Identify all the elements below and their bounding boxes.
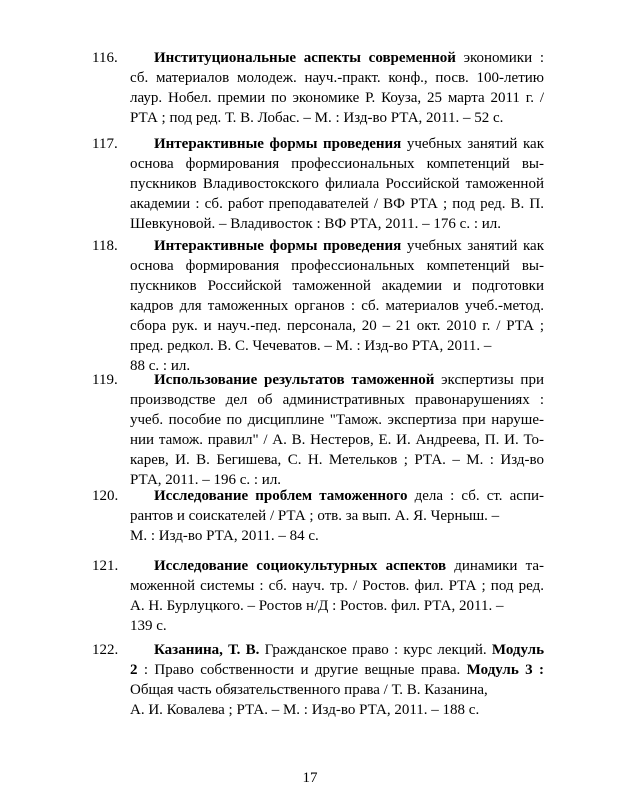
entry-line: рантов и соискателей / РТА ; отв. за вып. А. Я. Черныш. – (130, 508, 500, 524)
entry-line: 88 с. : ил. (130, 358, 191, 374)
entry-number: 122. (92, 642, 119, 658)
entry-author: Казанина, Т. В. (154, 642, 260, 658)
entry-line: пускников Российской таможенной академии и подготовки (130, 278, 544, 294)
entry-line: Казанина, Т. В. Гражданское право : курс лекций. Модуль (154, 642, 544, 658)
entry-line: карев, И. В. Бегишева, С. Н. Метельков ; РТА. – М. : Изд-во (130, 452, 544, 468)
entry-line: пред. редкол. В. С. Чечеватов. – М. : Изд-во РТА, 2011. – (130, 338, 492, 354)
entry-text (130, 486, 544, 546)
entry-number: 116. (92, 50, 118, 66)
page-number: 17 (302, 770, 318, 786)
entry-line: Интерактивные формы проведения учебных занятий как (154, 238, 544, 254)
entry-line: РТА, 2011. – 196 с. : ил. (130, 472, 282, 488)
entry-text (130, 640, 544, 720)
entry-line: сбора рук. и науч.-пед. персонала, 20 – 21 окт. 2010 г. / РТА ; (130, 318, 544, 334)
entry-title: Исследование проблем таможенного (154, 488, 408, 504)
entry-line: Исследование социокультурных аспектов динамики та- (154, 558, 544, 574)
entry-line: основа формирования профессиональных компетенций вы- (130, 258, 544, 274)
entry-title: Использование результатов таможенной (154, 372, 435, 388)
entry-line: производстве дел об административных правонарушениях : (130, 392, 544, 408)
entry-line: Институциональные аспекты современной экономики : (154, 50, 544, 66)
entry-title: Институциональные аспекты современной (154, 50, 456, 66)
entry-line: А. Н. Бурлуцкого. – Ростов н/Д : Ростов. фил. РТА, 2011. – (130, 598, 504, 614)
entry-line: основа формирования профессиональных компетенций вы- (130, 156, 544, 172)
entry-number: 119. (92, 372, 118, 388)
entry-text (130, 556, 544, 636)
entry-line: пускников Владивостокского филиала Российской таможенной (130, 176, 544, 192)
entry-line: моженной системы : сб. науч. тр. / Ростов. фил. РТА ; под ред. (130, 578, 544, 594)
entry-title: Исследование социокультурных аспектов (154, 558, 447, 574)
entry-line: академии : сб. работ преподавателей / ВФ РТА ; под ред. В. П. (130, 196, 544, 212)
entry-line: Шевкуновой. – Владивосток : ВФ РТА, 2011. – 176 с. : ил. (130, 216, 502, 232)
entry-line: А. И. Ковалева ; РТА. – М. : Изд-во РТА, 2011. – 188 с. (130, 702, 480, 718)
entry-line: 2 : Право собственности и другие вещные права. Модуль 3 : (130, 662, 544, 678)
entry-line: нии тамож. правил" / А. В. Нестеров, Е. И. Андреева, П. И. То- (130, 432, 544, 448)
entry-title: Интерактивные формы проведения (154, 136, 402, 152)
entry-text (130, 236, 544, 376)
entry-line: Использование результатов таможенной экспертизы при (154, 372, 544, 388)
entry-line: кадров для таможенных органов : сб. материалов учеб.-метод. (130, 298, 544, 314)
entry-number: 121. (92, 558, 119, 574)
entry-line: сб. материалов молодеж. науч.-практ. конф., посв. 100-летию (130, 70, 544, 86)
entry-text (130, 48, 544, 128)
entry-number: 118. (92, 238, 118, 254)
entry-number: 120. (92, 488, 119, 504)
entry-line: учеб. пособие по дисциплине "Тамож. экспертиза при наруше- (130, 412, 544, 428)
entry-text (130, 370, 544, 490)
entry-line: 139 с. (130, 618, 167, 634)
entry-title: Интерактивные формы проведения (154, 238, 402, 254)
entry-line: Общая часть обязательственного права / Т. В. Казанина, (130, 682, 488, 698)
entry-line: М. : Изд-во РТА, 2011. – 84 с. (130, 528, 319, 544)
entry-line: Исследование проблем таможенного дела : сб. ст. аспи- (154, 488, 544, 504)
entry-line: лаур. Нобел. премии по экономике Р. Коуза, 25 марта 2011 г. / (130, 90, 544, 106)
entry-line: Интерактивные формы проведения учебных занятий как (154, 136, 544, 152)
entry-line: РТА ; под ред. Т. В. Лобас. – М. : Изд-во РТА, 2011. – 52 с. (130, 110, 504, 126)
entry-number: 117. (92, 136, 118, 152)
entry-text (130, 134, 544, 234)
